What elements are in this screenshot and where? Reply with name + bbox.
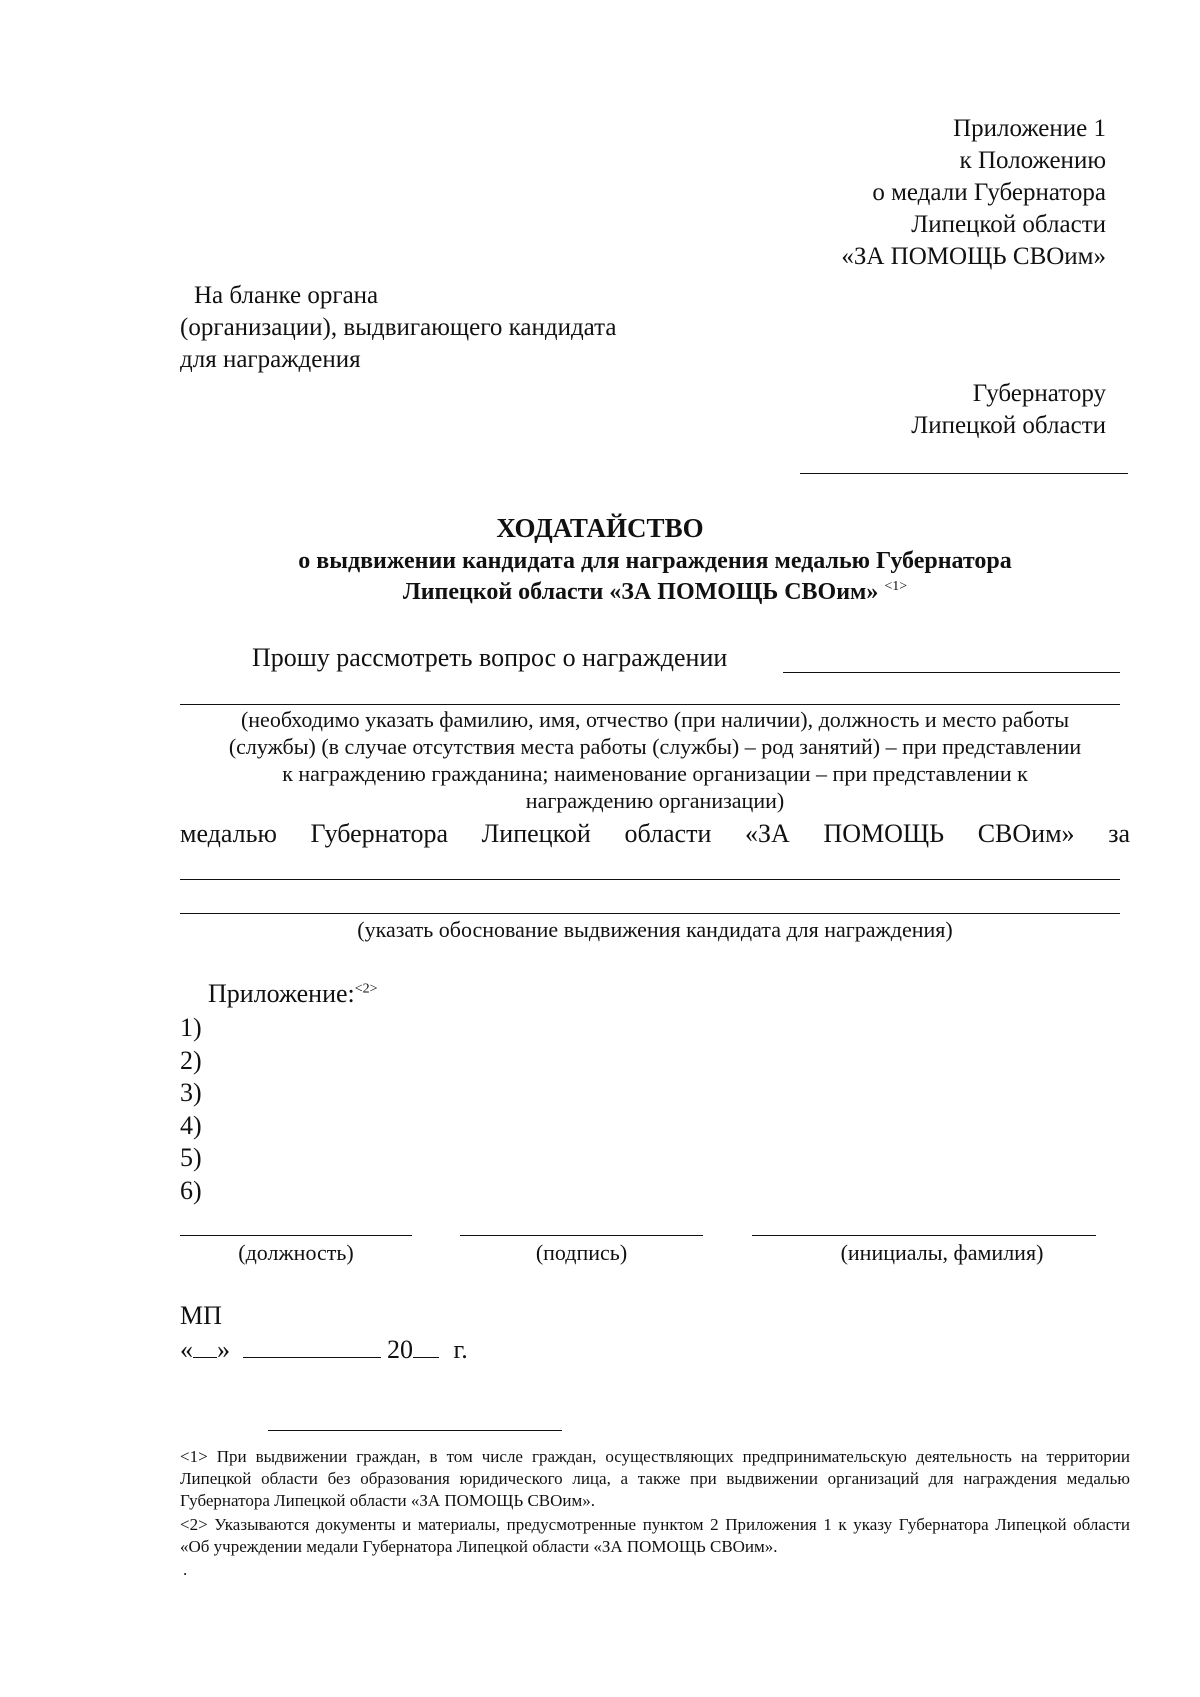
date-close-quote: » (217, 1335, 230, 1364)
attachment-item: 5) (180, 1143, 202, 1172)
request-text: Прошу рассмотреть вопрос о награждении (252, 643, 728, 672)
appendix-line-1: Приложение 1 (953, 115, 1106, 142)
stamp-mark: МП (180, 1301, 222, 1330)
addressee (911, 378, 1106, 442)
letterhead-line-1: На бланке органа (194, 282, 379, 309)
justification-line-2 (180, 913, 1120, 914)
document-subtitle-1: о выдвижении кандидата для награждения медалью Губернатора (298, 548, 1012, 574)
medal-word: области (624, 819, 712, 848)
candidate-name-line-2 (180, 704, 1120, 705)
medal-word: СВОим» (977, 819, 1075, 848)
letterhead-line-2: (организации), выдвигающего кандидата (180, 314, 617, 341)
medal-word: «ЗА (745, 819, 790, 848)
attachments-label: Приложение: (208, 979, 355, 1008)
footnote-2: <2> Указываются документы и материалы, предусмотренные пунктом 2 Приложения 1 к указу Губернатора Липецкой области «Об учреждении медали Губернатора Липецкой области «ЗА ПОМОЩЬ СВОим». (180, 1515, 1130, 1556)
trailing-mark: . (183, 1560, 188, 1579)
medal-word: за (1108, 819, 1130, 848)
attachment-item: 2) (180, 1045, 202, 1075)
document-title: ХОДАТАЙСТВО (496, 513, 704, 543)
year-prefix: 20 (387, 1335, 413, 1364)
addressee-line-1: Губернатору (972, 380, 1106, 407)
position-line (180, 1235, 412, 1236)
attachment-item: 3) (180, 1078, 202, 1107)
year-suffix: г. (453, 1335, 468, 1364)
justification-hint: (указать обоснование выдвижения кандидата для награждения) (357, 917, 953, 942)
candidate-hint-line-3: к награждению гражданина; наименование организации – при представлении к (282, 761, 1028, 786)
candidate-hint-line-2: (службы) (в случае отсутствия места работы (службы) – род занятий) – при представлении (228, 734, 1082, 759)
candidate-hint-line-1: (необходимо указать фамилию, имя, отчество (при наличии), должность и место работы (240, 707, 1070, 732)
appendix-line-3: о медали Губернатора (872, 179, 1106, 206)
year-blank (413, 1335, 439, 1358)
candidate-name-line-1 (783, 672, 1120, 673)
medal-word: Губернатора (310, 819, 449, 848)
footnote-separator (268, 1430, 562, 1431)
attachments-label-row (208, 978, 378, 1010)
name-line (752, 1235, 1096, 1236)
appendix-line-2: к Положению (959, 147, 1106, 174)
medal-word: ПОМОЩЬ (823, 819, 945, 848)
letterhead-note (180, 280, 616, 376)
attachments-list (180, 1012, 202, 1207)
medal-word: Липецкой (481, 819, 591, 848)
footnote-ref-1: <1> (884, 579, 908, 594)
footnote-ref-2: <2> (354, 981, 378, 997)
attachment-item: 4) (180, 1110, 202, 1140)
footnote-1: <1> При выдвижении граждан, в том числе граждан, осуществляющих предпринимательскую деятельность на территории Липецкой области без образования юридического лица, а также при выдвижении организаций для награждения медалью Губернатора Липецкой области «ЗА ПОМОЩЬ СВОим». (180, 1447, 1130, 1510)
signature-line (460, 1235, 703, 1236)
document-subtitle-2-text: Липецкой области «ЗА ПОМОЩЬ СВОим» (402, 579, 879, 605)
addressee-name-line (800, 473, 1128, 474)
signature-label: (подпись) (535, 1240, 628, 1265)
attachment-item: 1) (180, 1013, 202, 1042)
document-subtitle-2 (180, 577, 1130, 607)
justification-line-1 (180, 879, 1120, 880)
candidate-hint-line-4: награждению организации) (525, 788, 785, 813)
position-label: (должность) (238, 1240, 354, 1265)
date-open-quote: « (180, 1335, 193, 1364)
date-row (180, 1334, 468, 1366)
appendix-header (841, 113, 1106, 273)
attachment-item: 6) (180, 1175, 202, 1205)
candidate-hint (180, 706, 1130, 814)
medal-line (180, 818, 1130, 850)
letterhead-line-3: для награждения (180, 346, 361, 373)
addressee-line-2: Липецкой области (911, 412, 1106, 439)
medal-word: медалью (180, 819, 277, 848)
appendix-line-5: «ЗА ПОМОЩЬ СВОим» (841, 243, 1106, 270)
month-blank (243, 1335, 381, 1358)
name-label: (инициалы, фамилия) (840, 1240, 1044, 1265)
appendix-line-4: Липецкой области (911, 211, 1106, 238)
day-blank (193, 1335, 217, 1358)
